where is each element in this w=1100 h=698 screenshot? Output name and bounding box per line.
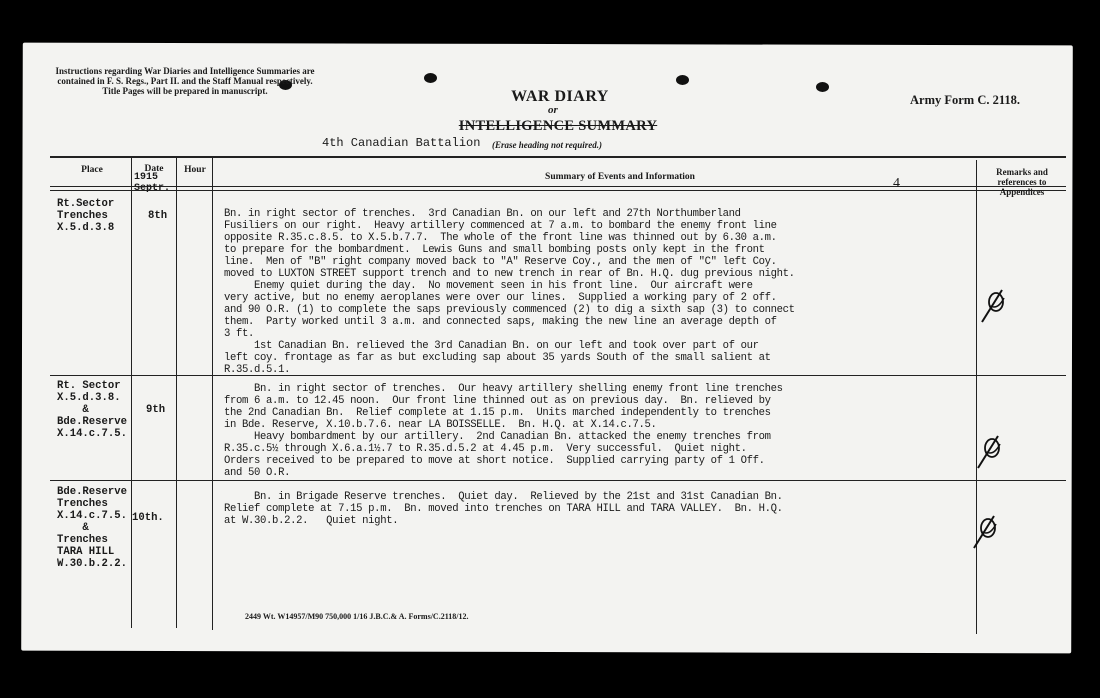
instructions-text: Instructions regarding War Diaries and Intelligence Summaries are contained in F. S. Regs., Part II. and the Staff Manual respectively. Title Pages will be prepared in manuscript.	[55, 66, 315, 96]
punch-hole	[424, 73, 437, 83]
entry-date: 8th	[148, 210, 168, 222]
column-rule	[212, 156, 213, 630]
column-rule	[976, 160, 977, 634]
entry-place: Rt. Sector X.5.d.3.8. & Bde.Reserve X.14.c.7.5.	[57, 380, 127, 440]
page-number: 4	[893, 176, 900, 191]
header-bottom-rule-2	[50, 190, 1066, 191]
entry-place: Rt.Sector Trenches X.5.d.3.8	[57, 198, 115, 234]
header-bottom-rule	[50, 186, 1066, 187]
entry-place: Bde.Reserve Trenches X.14.c.7.5. & Trenches TARA HILL W.30.b.2.2.	[57, 486, 127, 570]
col-date: Date	[144, 164, 164, 174]
struck-subtitle: INTELLIGENCE SUMMARY	[458, 118, 658, 134]
punch-hole	[816, 82, 829, 92]
page-title: WAR DIARY	[511, 88, 609, 105]
erase-note: (Erase heading not required.)	[492, 140, 603, 150]
or-text: or	[548, 104, 558, 116]
unit-name: 4th Canadian Battalion	[322, 136, 481, 150]
entry-text: Bn. in Brigade Reserve trenches. Quiet day. Relieved by the 21st and 31st Canadian Bn. Relief complete at 7.15 p.m. Bn. moved into trenches on TARA HILL and TARA VALLEY. Bn. H.Q. at W.30.b.2.2. Quiet night.	[224, 491, 783, 527]
entry-text: Bn. in right sector of trenches. Our heavy artillery shelling enemy front line trenches from 6 a.m. to 12.45 noon. Our front line thinned out as on previous day. Bn. relieved by the 2nd Canadian Bn. Relief complete at 1.15 p.m. Units marched independently to trenches in Bde. Reserve, X.10.b.7.6. near LA BOISSELLE. Bn. H.Q. at X.14.c.7.5. Heavy bombardment by our artillery. 2nd Canadian Bn. attacked the enemy trenches from R.35.c.5½ through X.6.a.1½.7 to R.35.d.5.2 at 4.45 p.m. Very successful. Quiet night. Orders received to be prepared to move at short notice. Supplied carrying party of 1 Off. and 50 O.R.	[224, 383, 783, 479]
handwritten-check-icon	[976, 284, 1010, 328]
col-hour: Hour	[184, 165, 206, 175]
table-top-rule	[50, 156, 1066, 158]
punch-hole	[676, 75, 689, 85]
entry-text: Bn. in right sector of trenches. 3rd Canadian Bn. on our left and 27th Northumberland Fusiliers on our right. Heavy artillery commenced at 7 a.m. to bombard the enemy front line opposite R.35.c.8.5. to X.5.b.7.7. The whole of the front line was thinned out by 6.30 a.m. to prepare for the bombardment. Lewis Guns and small bombing posts only kept in the front line. Men of "B" right company moved back to "A" Reserve Coy., and the men of "C" left Coy. moved to LUXTON STREET support trench and to new trench in rear of Bn. H.Q. dug previous night. Enemy quiet during the day. No movement seen in his front line. Our aircraft were very active, but no enemy aeroplanes were over our lines. Supplied a working pary of 2 off. and 90 O.R. (1) to complete the saps previously commenced (2) to dig a sixth sap (3) to connect them. Party worked until 3 a.m. and connected saps, making the new line an average depth of 3 ft. 1st Canadian Bn. relieved the 3rd Canadian Bn. on our left and took over part of our left coy. frontage as far as but excluding sap about 35 yards South of the small salient at R.35.d.5.1.	[224, 208, 795, 376]
col-remarks: Remarks and references to Appendices	[996, 167, 1048, 197]
handwritten-check-icon	[972, 430, 1006, 474]
entry-date: 10th.	[132, 512, 164, 524]
date-year: 1915 Septr.	[134, 172, 171, 194]
row-divider	[50, 480, 1066, 481]
col-summary: Summary of Events and Information	[545, 172, 695, 182]
entry-date: 9th	[146, 404, 166, 416]
form-footer: 2449 Wt. W14957/M90 750,000 1/16 J.B.C.& A. Forms/C.2118/12.	[245, 612, 469, 621]
army-form-label: Army Form C. 2118.	[910, 93, 1021, 107]
col-place: Place	[81, 165, 103, 175]
column-rule	[176, 156, 177, 628]
handwritten-check-icon	[968, 510, 1002, 554]
